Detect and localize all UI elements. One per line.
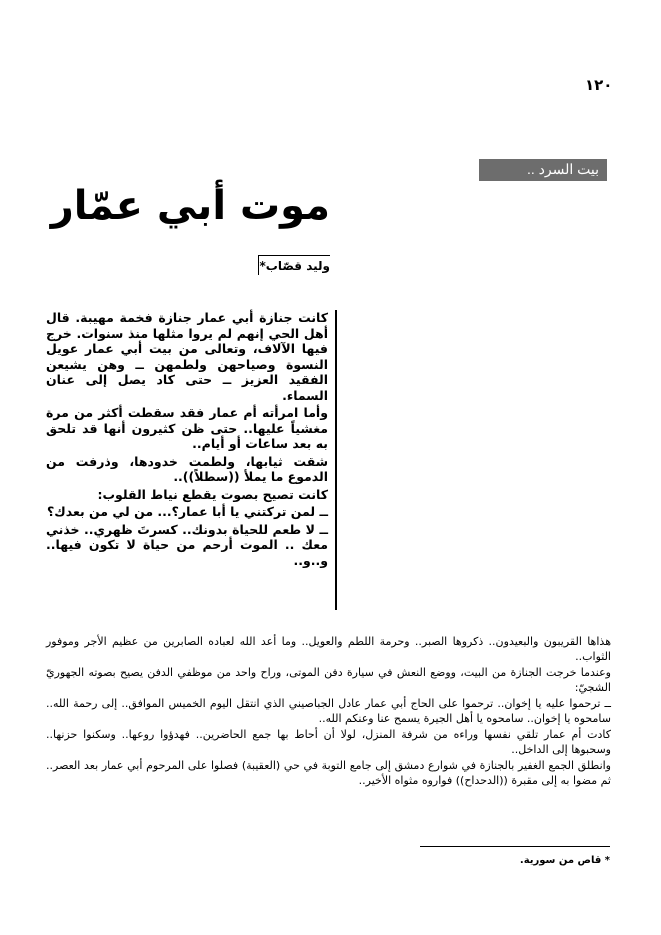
body-paragraph: كادت أم عمار تلقي نفسها وراءه من شرفة المنزل، لولا أن أحاط بها جمع الحاضرين.. فهدؤوا روعها.. وسكنوا حزنها.. وسحبوها إلى الداخل.. bbox=[46, 728, 611, 756]
section-tag: بيت السرد .. bbox=[479, 159, 607, 181]
intro-column bbox=[46, 310, 328, 570]
intro-paragraph: وأما امرأته أم عمار فقد سقطت أكثر من مرة مغشياً عليها.. حتى ظن كثيرون أنها قد تلحق به بعد ساعات أو أيام.. bbox=[46, 405, 328, 451]
body-paragraph: وعندما خرجت الجنازة من البيت، ووضع النعش في سيارة دفن الموتى، وراح واحد من موظفي الدفن يصيح بصوته الجهوريّ الشجيّ: bbox=[46, 666, 611, 694]
intro-paragraph: شقت ثيابها، ولطمت خدودها، وذرفت من الدموع ما يملأ ((سطلاً)).. bbox=[46, 453, 328, 484]
body-text bbox=[46, 634, 611, 789]
body-paragraph: هذاها القريبون والبعيدون.. ذكروها الصبر.. وحرمة اللطم والعويل.. وما أعد الله لعباده الصابرين من عظيم الأجر وموفور الثواب.. bbox=[46, 635, 611, 663]
vertical-divider bbox=[335, 310, 337, 610]
footnote-divider bbox=[420, 846, 610, 847]
intro-paragraph: ــ لا طعم للحياة بدونك.. كسرتَ ظهري.. خذني معك .. الموت أرحم من حياة لا تكون فيها.. و..و.. bbox=[46, 521, 328, 568]
page-number: ١٢٠ bbox=[585, 76, 613, 94]
intro-paragraph: كانت جنازة أبي عمار جنازة فخمة مهيبة. قال أهل الحي إنهم لم يروا مثلها منذ سنوات. خرج فيها الآلاف، وتعالى من بيت أبي عمار عويل النسوة وصياحهن ولطمهن ــ وهن يشيعن الفقيد العزيز ــ حتى كاد يصل إلى عنان السماء. bbox=[46, 310, 328, 403]
author-byline: وليد قصّاب* bbox=[258, 255, 330, 275]
footnote: * قاص من سورية. bbox=[519, 855, 610, 866]
intro-paragraph: كانت تصيح بصوت يقطع نياط القلوب: bbox=[97, 486, 328, 502]
body-paragraph: وانطلق الجمع الغفير بالجنازة في شوارع دمشق إلى جامع التوبة في حي (العقيبة) فصلوا على المرحوم أبي عمار بعد العصر.. ثم مضوا به إلى مقبرة ((الدحداح)) فواروه مثواه الأخير.. bbox=[46, 759, 611, 787]
body-paragraph: ــ ترحموا عليه يا إخوان.. ترحموا على الحاج أبي عمار عادل الجباصيني الذي انتقل اليوم الخميس الموافق.. إلى رحمة الله.. سامحوه يا إخوان.. سامحوه يا أهل الجيرة يسمح عنا وعنكم الله.. bbox=[46, 697, 611, 725]
article-title: موت أبي عمّار bbox=[50, 183, 330, 229]
intro-paragraph: ــ لمن تركتني يا أبا عمار؟... من لي من بعدك؟ bbox=[47, 504, 328, 519]
